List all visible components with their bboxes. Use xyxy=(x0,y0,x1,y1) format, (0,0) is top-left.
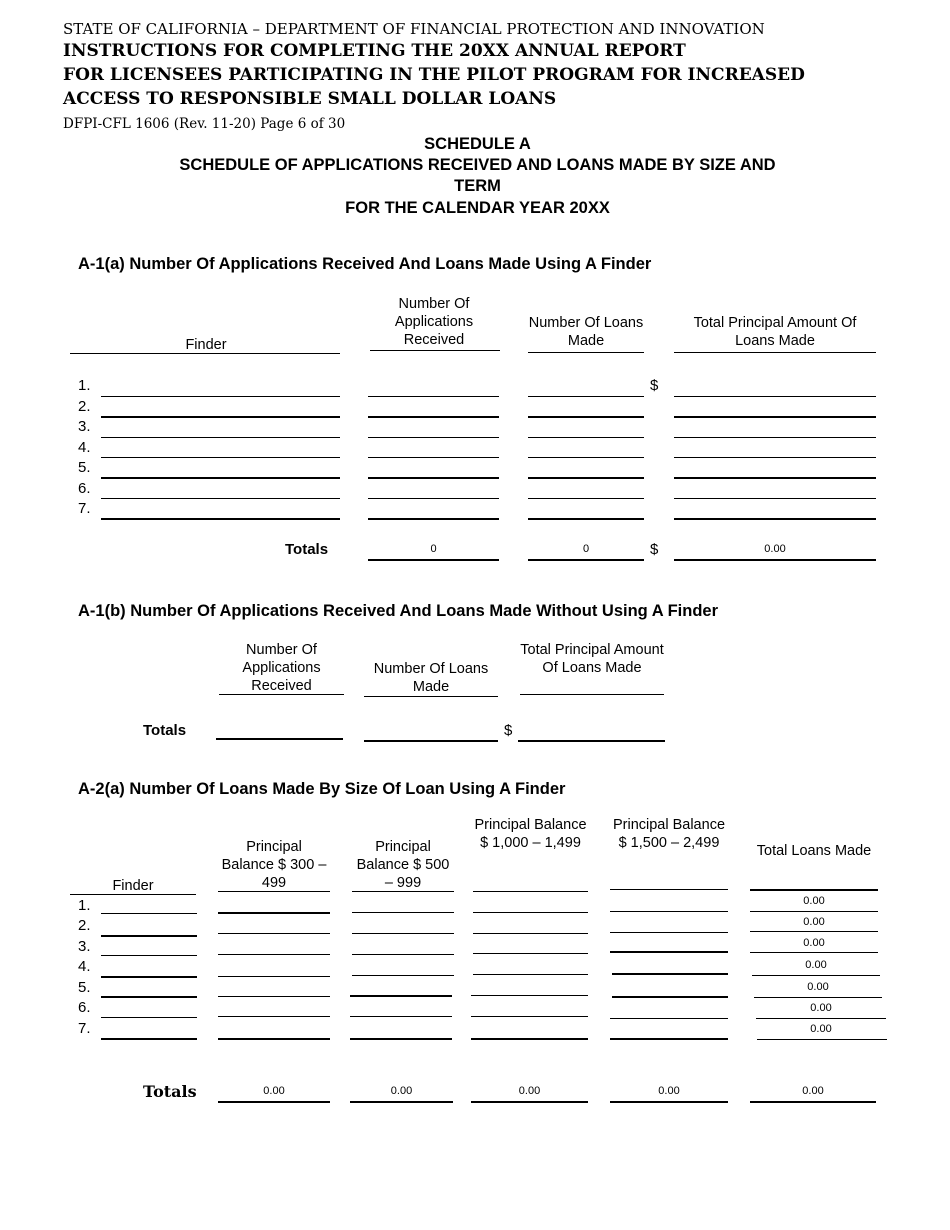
finder-name-field[interactable] xyxy=(101,518,340,520)
loans-field[interactable] xyxy=(528,518,644,520)
principal-field[interactable] xyxy=(674,477,876,479)
row-number: 7. xyxy=(78,500,91,517)
a1b-col-applications: Number Of Applications Received xyxy=(242,642,321,694)
form-id: DFPI-CFL 1606 (Rev. 11-20) Page 6 of 30 xyxy=(63,116,346,132)
finder-name-field[interactable] xyxy=(101,457,340,458)
loans-field[interactable] xyxy=(528,457,644,458)
balance-300-499-field[interactable] xyxy=(218,1038,330,1040)
balance-300-499-field[interactable] xyxy=(218,933,330,934)
finder-name-field[interactable] xyxy=(101,416,340,418)
a1a-dollar-sign: $ xyxy=(650,377,659,394)
finder-name-field[interactable] xyxy=(101,1017,197,1018)
row-number: 5. xyxy=(78,459,91,476)
a1a-section-title: A-1(a) Number Of Applications Received And Loans Made Using A Finder xyxy=(78,255,652,273)
a1a-col-applications: Number Of Applications Received xyxy=(394,296,474,348)
balance-300-499-field[interactable] xyxy=(218,1016,330,1017)
balance-500-999-field[interactable] xyxy=(350,1038,452,1040)
agency-line: STATE OF CALIFORNIA – DEPARTMENT OF FINANCIAL PROTECTION AND INNOVATION xyxy=(63,20,765,38)
balance-300-499-field[interactable] xyxy=(218,976,330,977)
finder-name-field[interactable] xyxy=(101,396,340,397)
row-total-loans: 0.00 xyxy=(810,1023,832,1035)
a1a-totals-dollar: $ xyxy=(650,541,659,558)
a1b-col-loans: Number Of Loans Made xyxy=(373,661,489,695)
row-number: 1. xyxy=(78,377,91,394)
balance-300-499-field[interactable] xyxy=(218,996,330,997)
a1a-col-finder: Finder xyxy=(185,337,227,353)
finder-name-field[interactable] xyxy=(101,477,340,479)
title-line-2: FOR LICENSEES PARTICIPATING IN THE PILOT PROGRAM FOR INCREASED xyxy=(63,65,805,85)
a1b-totals-label: Totals xyxy=(143,722,187,739)
a1b-dollar-sign: $ xyxy=(504,722,513,739)
a1a-total-applications: 0 xyxy=(430,543,437,555)
principal-field[interactable] xyxy=(674,396,876,397)
a2a-total-500-999: 0.00 xyxy=(390,1085,413,1097)
row-total-loans: 0.00 xyxy=(805,959,827,971)
row-number: 4. xyxy=(78,439,91,456)
a1a-totals-label: Totals xyxy=(285,541,329,558)
balance-1000-1499-field[interactable] xyxy=(471,1038,588,1040)
a2a-col-300-499: Principal Balance $ 300 – 499 xyxy=(221,839,327,891)
row-number: 3. xyxy=(78,418,91,435)
principal-field[interactable] xyxy=(674,457,876,458)
finder-name-field[interactable] xyxy=(101,996,197,998)
row-total-loans: 0.00 xyxy=(807,981,829,993)
balance-500-999-field[interactable] xyxy=(352,954,454,955)
a1b-section-title: A-1(b) Number Of Applications Received And Loans Made Without Using A Finder xyxy=(78,602,719,620)
balance-1500-2499-field[interactable] xyxy=(612,973,728,975)
applications-field[interactable] xyxy=(368,457,499,458)
row-number: 6. xyxy=(78,480,91,497)
a1b-total-principal-field[interactable] xyxy=(518,740,665,742)
row-total-loans: 0.00 xyxy=(803,895,825,907)
balance-1000-1499-field[interactable] xyxy=(473,974,588,975)
finder-name-field[interactable] xyxy=(101,976,197,978)
balance-500-999-field[interactable] xyxy=(352,975,454,976)
finder-name-field[interactable] xyxy=(101,437,340,438)
loans-field[interactable] xyxy=(528,437,644,438)
a2a-total-300-499: 0.00 xyxy=(263,1085,285,1097)
finder-name-field[interactable] xyxy=(101,913,197,914)
a1a-col-principal: Total Principal Amount Of Loans Made xyxy=(693,315,857,349)
balance-1500-2499-field[interactable] xyxy=(610,1018,728,1019)
balance-1000-1499-field[interactable] xyxy=(471,995,588,996)
balance-1500-2499-field[interactable] xyxy=(610,932,728,933)
finder-name-field[interactable] xyxy=(101,1038,197,1040)
a2a-col-500-999: Principal Balance $ 500 – 999 xyxy=(356,839,450,891)
principal-field[interactable] xyxy=(674,498,876,499)
schedule-subtitle: SCHEDULE OF APPLICATIONS RECEIVED AND LOANS MADE BY SIZE AND xyxy=(179,156,776,174)
balance-1500-2499-field[interactable] xyxy=(610,1038,728,1040)
applications-field[interactable] xyxy=(368,477,499,479)
balance-300-499-field[interactable] xyxy=(218,954,330,955)
finder-name-field[interactable] xyxy=(101,498,340,499)
balance-500-999-field[interactable] xyxy=(350,995,452,997)
balance-500-999-field[interactable] xyxy=(350,1016,452,1017)
row-number: 4. xyxy=(78,958,91,975)
a2a-total-1000-1499: 0.00 xyxy=(518,1085,541,1097)
schedule-year: FOR THE CALENDAR YEAR 20XX xyxy=(345,199,610,217)
applications-field[interactable] xyxy=(368,416,499,418)
row-number: 2. xyxy=(78,398,91,415)
loans-field[interactable] xyxy=(528,498,644,499)
a1a-col-loans: Number Of Loans Made xyxy=(528,315,644,349)
a2a-total-loans-made: 0.00 xyxy=(802,1085,824,1097)
title-line-1: INSTRUCTIONS FOR COMPLETING THE 20XX ANNUAL REPORT xyxy=(63,41,686,61)
a2a-col-finder: Finder xyxy=(112,878,154,894)
loans-field[interactable] xyxy=(528,416,644,418)
balance-1000-1499-field[interactable] xyxy=(473,933,588,934)
finder-name-field[interactable] xyxy=(101,935,197,937)
principal-field[interactable] xyxy=(674,518,876,520)
a1a-total-loans: 0 xyxy=(582,543,590,555)
row-number: 5. xyxy=(78,979,91,996)
row-number: 2. xyxy=(78,917,91,934)
row-number: 1. xyxy=(78,897,91,914)
row-number: 7. xyxy=(78,1020,91,1037)
balance-1000-1499-field[interactable] xyxy=(471,1016,588,1017)
a2a-col-1500-2499: Principal Balance $ 1,500 – 2,499 xyxy=(612,817,726,851)
balance-1000-1499-field[interactable] xyxy=(473,953,588,954)
row-total-loans: 0.00 xyxy=(803,916,825,928)
applications-field[interactable] xyxy=(368,437,499,438)
applications-field[interactable] xyxy=(368,498,499,499)
row-total-loans: 0.00 xyxy=(803,937,825,949)
balance-1500-2499-field[interactable] xyxy=(612,996,728,998)
a1b-total-applications-field[interactable] xyxy=(216,738,343,740)
applications-field[interactable] xyxy=(368,518,499,520)
balance-1000-1499-field[interactable] xyxy=(473,912,588,913)
loans-field[interactable] xyxy=(528,396,644,397)
principal-field[interactable] xyxy=(674,437,876,438)
balance-300-499-field[interactable] xyxy=(218,912,330,914)
row-number: 6. xyxy=(78,999,91,1016)
balance-500-999-field[interactable] xyxy=(352,933,454,934)
principal-field[interactable] xyxy=(674,416,876,418)
a2a-section-title: A-2(a) Number Of Loans Made By Size Of Loan Using A Finder xyxy=(78,780,566,798)
a2a-col-1000-1499: Principal Balance $ 1,000 – 1,499 xyxy=(474,817,587,851)
schedule-title: SCHEDULE A xyxy=(424,135,531,153)
schedule-subtitle-2: TERM xyxy=(454,177,501,195)
balance-500-999-field[interactable] xyxy=(352,912,454,913)
a2a-col-total-loans: Total Loans Made xyxy=(756,843,872,859)
finder-name-field[interactable] xyxy=(101,955,197,956)
title-line-3: ACCESS TO RESPONSIBLE SMALL DOLLAR LOANS xyxy=(63,89,557,109)
a1b-col-principal: Total Principal Amount Of Loans Made xyxy=(520,642,664,676)
a1b-total-loans-field[interactable] xyxy=(364,740,498,742)
applications-field[interactable] xyxy=(368,396,499,397)
a2a-total-1500-2499: 0.00 xyxy=(658,1085,680,1097)
balance-1500-2499-field[interactable] xyxy=(610,951,728,953)
balance-1500-2499-field[interactable] xyxy=(610,911,728,912)
a2a-totals-label: Totals xyxy=(143,1082,197,1101)
loans-field[interactable] xyxy=(528,477,644,479)
row-number: 3. xyxy=(78,938,91,955)
a1a-total-principal: 0.00 xyxy=(764,543,786,555)
row-total-loans: 0.00 xyxy=(810,1002,832,1014)
